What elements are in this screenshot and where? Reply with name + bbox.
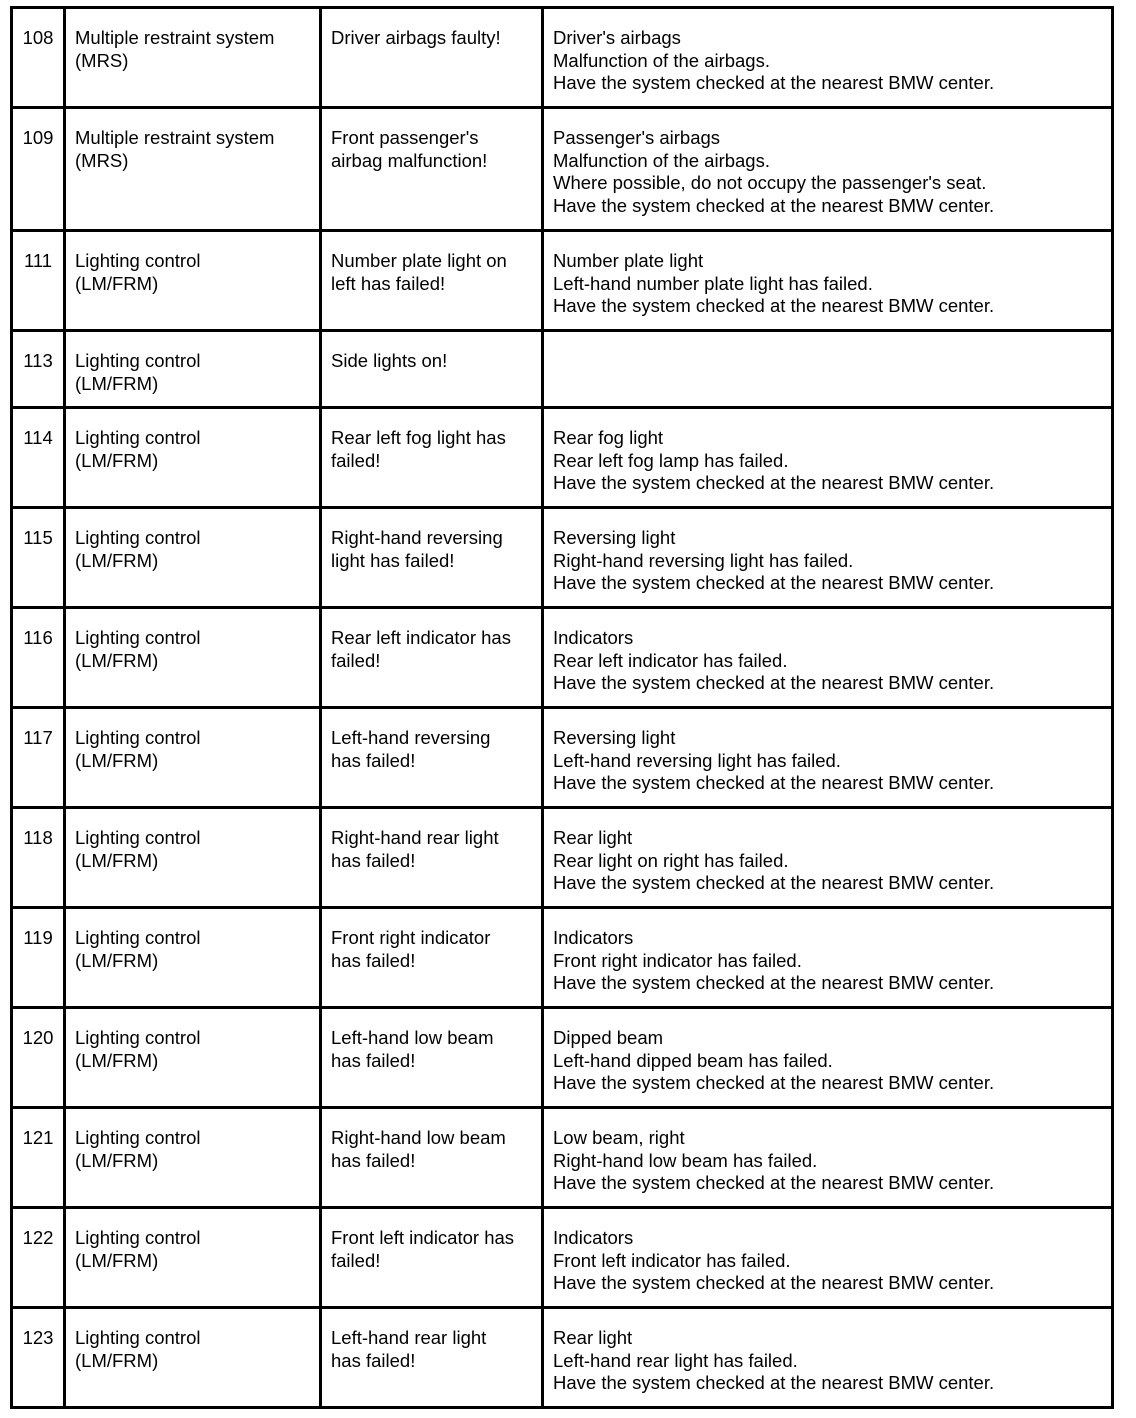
code-cell (12, 1008, 65, 1108)
table-row (12, 708, 1113, 808)
details-cell (543, 1308, 1113, 1408)
details-text-line: Rear left fog lamp has failed. (553, 449, 789, 471)
system-name-line: Lighting control (75, 250, 201, 271)
table-body (12, 8, 1113, 1408)
details-text-line: Number plate light (553, 250, 704, 271)
table-row (12, 408, 1113, 508)
system-cell (65, 508, 321, 608)
system-name-line: (MRS) (75, 149, 129, 171)
code-cell (12, 908, 65, 1008)
message-code: 118 (23, 827, 53, 848)
message-text-line: left has failed! (331, 272, 446, 294)
system-name-line: (LM/FRM) (75, 1149, 159, 1171)
message-text-line: Left-hand rear light (331, 1327, 487, 1348)
details-text-line: Have the system checked at the nearest BMW center. (553, 1072, 995, 1093)
code-cell (12, 708, 65, 808)
system-cell (65, 608, 321, 708)
details-text-line: Left-hand reversing light has failed. (553, 749, 841, 771)
details-text-line: Indicators (553, 1227, 634, 1248)
details-text-line: Left-hand dipped beam has failed. (553, 1049, 833, 1071)
code-cell (12, 108, 65, 231)
table-row (12, 808, 1113, 908)
details-text-line: Left-hand rear light has failed. (553, 1349, 798, 1371)
table-row (12, 331, 1113, 408)
details-text-line: Indicators (553, 627, 634, 648)
message-text-line: has failed! (331, 949, 416, 971)
details-text-line: Malfunction of the airbags. (553, 149, 770, 171)
table-row (12, 1008, 1113, 1108)
details-cell (543, 808, 1113, 908)
system-name-line: Lighting control (75, 350, 201, 371)
system-name-line: Lighting control (75, 1127, 201, 1148)
system-cell (65, 708, 321, 808)
message-cell (321, 808, 543, 908)
system-name-line: (LM/FRM) (75, 749, 159, 771)
code-cell (12, 8, 65, 108)
details-text-line: Have the system checked at the nearest BMW center. (553, 672, 995, 693)
message-code: 123 (22, 1327, 54, 1348)
message-text-line: failed! (331, 1249, 381, 1271)
details-text-line: Have the system checked at the nearest BMW center. (553, 194, 995, 216)
message-code: 108 (22, 27, 54, 48)
message-text-line: has failed! (331, 849, 416, 871)
table-row (12, 508, 1113, 608)
details-text-line: Dipped beam (553, 1027, 664, 1048)
message-text-line: Rear left fog light has (331, 427, 506, 448)
details-cell (543, 108, 1113, 231)
message-cell (321, 8, 543, 108)
system-name-line: (LM/FRM) (75, 949, 159, 971)
table-row (12, 1208, 1113, 1308)
details-cell (543, 408, 1113, 508)
system-cell (65, 1008, 321, 1108)
system-cell (65, 1108, 321, 1208)
details-text-line: Have the system checked at the nearest BMW center. (553, 1372, 995, 1393)
message-cell (321, 608, 543, 708)
details-cell (543, 8, 1113, 108)
system-cell (65, 1308, 321, 1408)
code-cell (12, 1108, 65, 1208)
message-text-line: has failed! (331, 1149, 416, 1171)
message-text-line: Right-hand low beam (331, 1127, 506, 1148)
message-code: 115 (23, 527, 53, 548)
message-text-line: has failed! (331, 749, 416, 771)
message-cell (321, 408, 543, 508)
details-text-line: Rear fog light (553, 427, 664, 448)
message-cell (321, 108, 543, 231)
message-cell (321, 708, 543, 808)
details-text-line: Indicators (553, 927, 634, 948)
details-cell (543, 1208, 1113, 1308)
message-text-line: Front passenger's (331, 127, 479, 148)
system-name-line: (LM/FRM) (75, 372, 159, 394)
message-cell (321, 908, 543, 1008)
system-name-line: Lighting control (75, 1027, 201, 1048)
system-cell (65, 8, 321, 108)
message-text-line: light has failed! (331, 549, 455, 571)
message-text-line: has failed! (331, 1049, 416, 1071)
details-text-line: Have the system checked at the nearest BMW center. (553, 772, 995, 793)
details-cell (543, 608, 1113, 708)
details-cell (543, 331, 1113, 408)
message-code: 109 (22, 127, 54, 148)
details-cell (543, 1008, 1113, 1108)
details-text-line: Front left indicator has failed. (553, 1249, 791, 1271)
message-cell (321, 1208, 543, 1308)
details-text-line: Rear light (553, 1327, 633, 1348)
message-text-line: Right-hand reversing (331, 527, 503, 548)
code-cell (12, 1308, 65, 1408)
details-text-line: Reversing light (553, 527, 676, 548)
details-text-line: Have the system checked at the nearest BMW center. (553, 972, 995, 993)
message-code: 117 (23, 727, 53, 748)
details-text-line: Have the system checked at the nearest BMW center. (553, 1172, 995, 1193)
message-text-line: Left-hand reversing (331, 727, 491, 748)
details-text-line: Have the system checked at the nearest BMW center. (553, 72, 995, 93)
message-code: 111 (23, 250, 53, 271)
code-cell (12, 808, 65, 908)
message-text-line: has failed! (331, 1349, 416, 1371)
message-text-line: Driver airbags faulty! (331, 27, 501, 48)
table-row (12, 8, 1113, 108)
message-cell (321, 508, 543, 608)
message-cell (321, 1308, 543, 1408)
details-cell (543, 908, 1113, 1008)
code-cell (12, 608, 65, 708)
details-text-line: Where possible, do not occupy the passenger's seat. (553, 172, 987, 193)
code-cell (12, 408, 65, 508)
message-text-line: failed! (331, 649, 381, 671)
message-code: 120 (22, 1027, 54, 1048)
system-name-line: Lighting control (75, 727, 201, 748)
system-name-line: Lighting control (75, 1227, 201, 1248)
details-text-line: Rear light on right has failed. (553, 849, 789, 871)
message-code: 121 (22, 1127, 54, 1148)
system-name-line: (LM/FRM) (75, 849, 159, 871)
details-text-line: Passenger's airbags (553, 127, 721, 148)
message-cell (321, 231, 543, 331)
table-row (12, 231, 1113, 331)
system-cell (65, 908, 321, 1008)
details-text-line: Right-hand reversing light has failed. (553, 549, 854, 571)
details-text-line: Have the system checked at the nearest BMW center. (553, 572, 995, 593)
message-text-line: Front left indicator has (331, 1227, 515, 1248)
details-cell (543, 508, 1113, 608)
system-name-line: Lighting control (75, 827, 201, 848)
details-text-line: Front right indicator has failed. (553, 949, 802, 971)
details-text-line: Reversing light (553, 727, 676, 748)
message-cell (321, 331, 543, 408)
table-row (12, 1108, 1113, 1208)
message-code: 119 (23, 927, 53, 948)
system-name-line: Lighting control (75, 1327, 201, 1348)
system-name-line: (LM/FRM) (75, 1049, 159, 1071)
details-text-line: Left-hand number plate light has failed. (553, 272, 873, 294)
details-cell (543, 231, 1113, 331)
details-text-line: Driver's airbags (553, 27, 681, 48)
system-cell (65, 808, 321, 908)
message-text-line: Number plate light on (331, 250, 507, 271)
system-name-line: Multiple restraint system (75, 127, 275, 148)
system-name-line: Lighting control (75, 627, 201, 648)
message-text-line: Left-hand low beam (331, 1027, 494, 1048)
system-name-line: Multiple restraint system (75, 27, 275, 48)
message-text-line: Side lights on! (331, 350, 448, 371)
details-text-line: Malfunction of the airbags. (553, 49, 770, 71)
system-cell (65, 231, 321, 331)
system-name-line: (LM/FRM) (75, 1349, 159, 1371)
message-code: 116 (23, 627, 53, 648)
message-text-line: Rear left indicator has (331, 627, 511, 648)
message-text-line: Right-hand rear light (331, 827, 499, 848)
check-control-message-table (10, 6, 1114, 1409)
details-text-line: Have the system checked at the nearest BMW center. (553, 472, 995, 493)
system-cell (65, 108, 321, 231)
system-name-line: Lighting control (75, 927, 201, 948)
system-name-line: (MRS) (75, 49, 129, 71)
code-cell (12, 231, 65, 331)
message-text-line: Front right indicator (331, 927, 491, 948)
details-text-line: Rear light (553, 827, 633, 848)
code-cell (12, 331, 65, 408)
details-text-line: Have the system checked at the nearest BMW center. (553, 872, 995, 893)
system-name-line: (LM/FRM) (75, 549, 159, 571)
table-row (12, 108, 1113, 231)
message-code: 114 (23, 427, 53, 448)
system-name-line: (LM/FRM) (75, 272, 159, 294)
message-cell (321, 1108, 543, 1208)
system-cell (65, 1208, 321, 1308)
code-cell (12, 508, 65, 608)
details-text-line: Have the system checked at the nearest BMW center. (553, 1272, 995, 1293)
system-name-line: Lighting control (75, 527, 201, 548)
details-text-line: Rear left indicator has failed. (553, 649, 788, 671)
table-row (12, 608, 1113, 708)
message-cell (321, 1008, 543, 1108)
system-name-line: (LM/FRM) (75, 649, 159, 671)
table-row (12, 908, 1113, 1008)
details-cell (543, 708, 1113, 808)
system-name-line: (LM/FRM) (75, 1249, 159, 1271)
system-name-line: Lighting control (75, 427, 201, 448)
details-text-line: Have the system checked at the nearest BMW center. (553, 295, 995, 316)
details-cell (543, 1108, 1113, 1208)
message-text-line: airbag malfunction! (331, 149, 488, 171)
details-text-line: Low beam, right (553, 1127, 685, 1148)
code-cell (12, 1208, 65, 1308)
message-text-line: failed! (331, 449, 381, 471)
message-code: 122 (22, 1227, 54, 1248)
message-code: 113 (23, 350, 53, 371)
details-text-line: Right-hand low beam has failed. (553, 1149, 818, 1171)
system-cell (65, 408, 321, 508)
system-cell (65, 331, 321, 408)
system-name-line: (LM/FRM) (75, 449, 159, 471)
table-row (12, 1308, 1113, 1408)
